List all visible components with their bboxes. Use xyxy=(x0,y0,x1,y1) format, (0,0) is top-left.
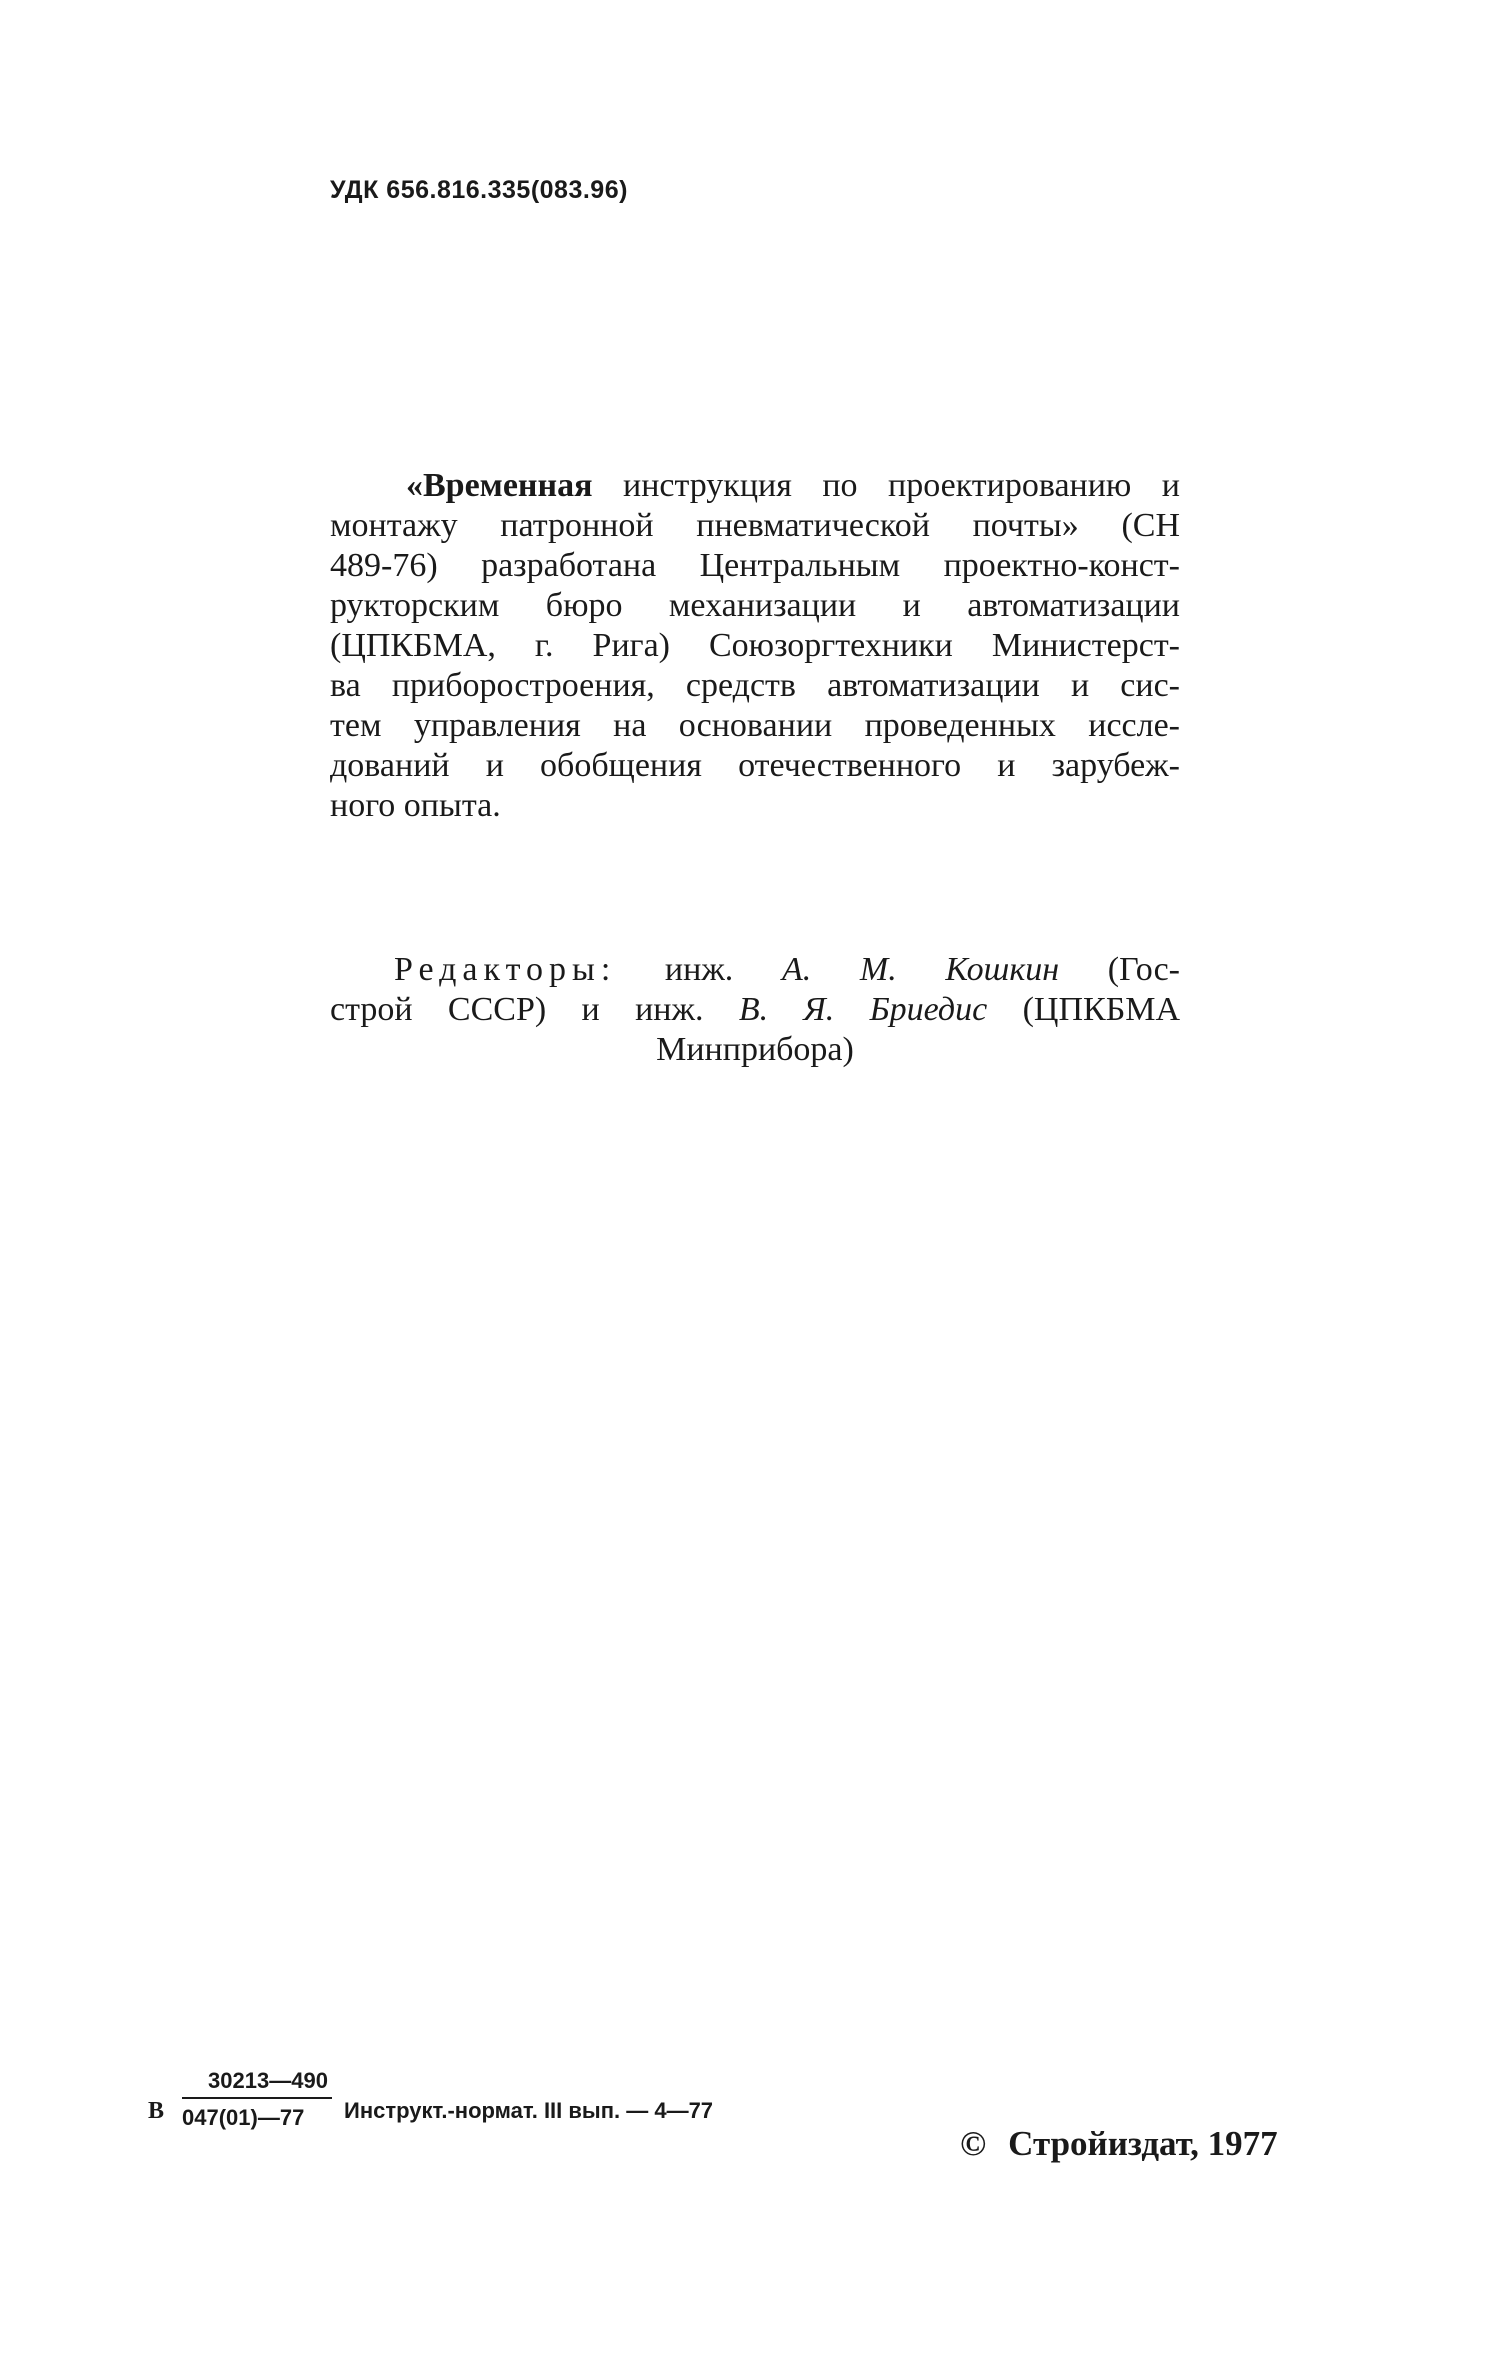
editors-text: (ЦПКБМА xyxy=(987,991,1181,1028)
catalog-denominator: 047(01)—77 xyxy=(182,2105,305,2130)
editors-text: (Гос- xyxy=(1059,951,1180,988)
catalog-numerator: 30213—490 xyxy=(182,2068,332,2099)
annotation-line: дований и обобщения отечественного и зарубеж- xyxy=(330,747,1180,784)
editor-name: А. М. Кошкин xyxy=(781,951,1060,988)
catalog-letter: В xyxy=(148,2098,165,2124)
publisher-year: Стройиздат, 1977 xyxy=(1008,2124,1278,2163)
editors-text: инж. xyxy=(616,951,782,988)
annotation-paragraph xyxy=(330,466,1180,826)
catalog-fraction xyxy=(182,2068,332,2131)
copyright-line xyxy=(960,2124,1278,2164)
editors-line xyxy=(330,950,1180,990)
annotation-line xyxy=(330,466,1180,506)
annotation-line-text: инструкция по проектированию и xyxy=(592,467,1180,504)
annotation-line: рукторским бюро механизации и автоматизации xyxy=(330,587,1180,624)
title-bold: «Временная xyxy=(406,467,593,504)
editors-label: Редакторы: xyxy=(394,951,617,988)
annotation-line: тем управления на основании проведенных иссле- xyxy=(330,707,1180,744)
annotation-line: монтажу патронной пневматической почты» (СН xyxy=(330,507,1180,544)
editors-line xyxy=(330,990,1180,1030)
editor-name: В. Я. Бриедис xyxy=(738,991,988,1028)
annotation-line: (ЦПКБМА, г. Рига) Союзоргтехники Министерст- xyxy=(330,627,1180,664)
annotation-line: ва приборостроения, средств автоматизации и сис- xyxy=(330,667,1180,704)
copyright-icon: © xyxy=(960,2124,987,2163)
annotation-line: 489-76) разработана Центральным проектно-конст- xyxy=(330,547,1180,584)
annotation-line: ного опыта. xyxy=(330,787,501,824)
udk-code: УДК 656.816.335(083.96) xyxy=(330,176,628,204)
editors-text: строй СССР) и инж. xyxy=(330,991,739,1028)
editors-line: Минприбора) xyxy=(656,1031,854,1068)
editors-block xyxy=(330,950,1180,1070)
catalog-text: Инструкт.-нормат. III вып. — 4—77 xyxy=(344,2098,714,2123)
